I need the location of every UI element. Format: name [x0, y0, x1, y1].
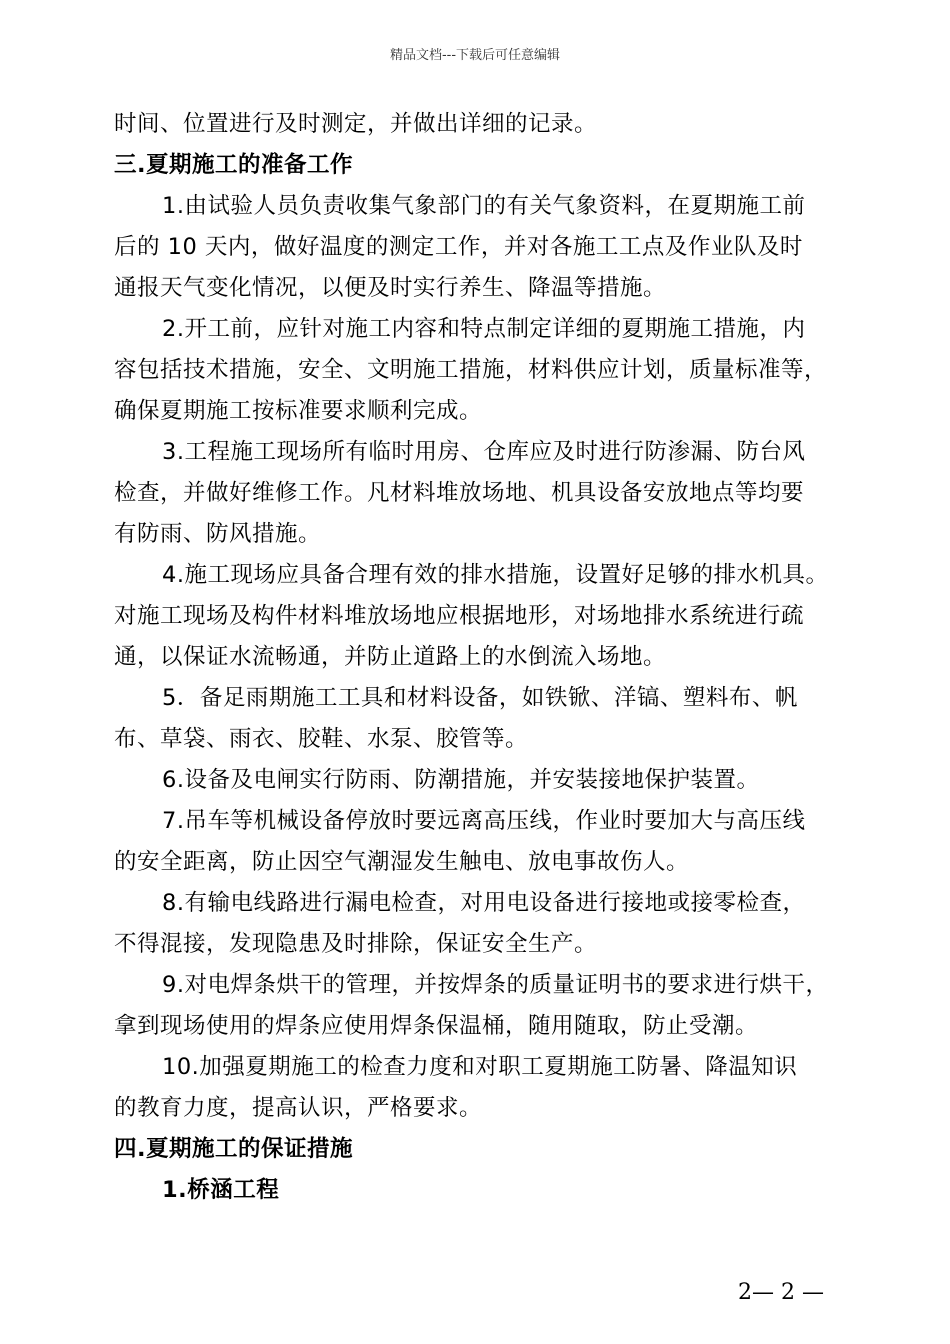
section-heading: 四.夏期施工的保证措施 — [114, 1136, 354, 1162]
paragraph-line: 5．备足雨期施工工具和材料设备，如铁锨、洋镐、塑料布、帆 — [162, 685, 798, 711]
paragraph-line: 通报天气变化情况，以便及时实行养生、降温等措施。 — [114, 275, 667, 301]
paragraph-line: 后的 10 天内，做好温度的测定工作，并对各施工工点及作业队及时 — [114, 234, 803, 260]
paragraph-line: 时间、位置进行及时测定，并做出详细的记录。 — [114, 111, 598, 137]
paragraph-line: 通，以保证水流畅通，并防止道路上的水倒流入场地。 — [114, 644, 667, 670]
section-heading: 1.桥涵工程 — [162, 1177, 280, 1203]
paragraph-line: 检查，并做好维修工作。凡材料堆放场地、机具设备安放地点等均要 — [114, 480, 805, 506]
paragraph-line: 的教育力度，提高认识，严格要求。 — [114, 1095, 483, 1121]
paragraph-line: 2.开工前，应针对施工内容和特点制定详细的夏期施工措施，内 — [162, 316, 806, 342]
paragraph-line: 布、草袋、雨衣、胶鞋、水泵、胶管等。 — [114, 726, 529, 752]
page-number: 2— 2 — — [738, 1280, 824, 1305]
section-heading: 三.夏期施工的准备工作 — [114, 152, 354, 178]
paragraph-line: 6.设备及电闸实行防雨、防潮措施，并安装接地保护装置。 — [162, 767, 760, 793]
paragraph-line: 3.工程施工现场所有临时用房、仓库应及时进行防渗漏、防台风 — [162, 439, 806, 465]
paragraph-line: 9.对电焊条烘干的管理，并按焊条的质量证明书的要求进行烘干， — [162, 972, 829, 998]
paragraph-line: 7.吊车等机械设备停放时要远离高压线，作业时要加大与高压线 — [162, 808, 806, 834]
paragraph-line: 确保夏期施工按标准要求顺利完成。 — [114, 398, 483, 424]
paragraph-line: 拿到现场使用的焊条应使用焊条保温桶，随用随取，防止受潮。 — [114, 1013, 759, 1039]
paragraph-line: 不得混接，发现隐患及时排除，保证安全生产。 — [114, 931, 598, 957]
paragraph-line: 8.有输电线路进行漏电检查，对用电设备进行接地或接零检查， — [162, 890, 806, 916]
paragraph-line: 4.施工现场应具备合理有效的排水措施，设置好足够的排水机具。 — [162, 562, 829, 588]
paragraph-line: 对施工现场及构件材料堆放场地应根据地形，对场地排水系统进行疏 — [114, 603, 805, 629]
document-body — [114, 104, 840, 1211]
paragraph-line: 有防雨、防风措施。 — [114, 521, 322, 547]
paragraph-line: 10.加强夏期施工的检查力度和对职工夏期施工防暑、降温知识 — [162, 1054, 798, 1080]
page-header: 精品文档---下载后可任意编辑 — [389, 48, 561, 63]
paragraph-line: 1.由试验人员负责收集气象部门的有关气象资料，在夏期施工前 — [162, 193, 806, 219]
paragraph-line: 容包括技术措施，安全、文明施工措施，材料供应计划，质量标准等， — [114, 357, 828, 383]
paragraph-line: 的安全距离，防止因空气潮湿发生触电、放电事故伤人。 — [114, 849, 690, 875]
